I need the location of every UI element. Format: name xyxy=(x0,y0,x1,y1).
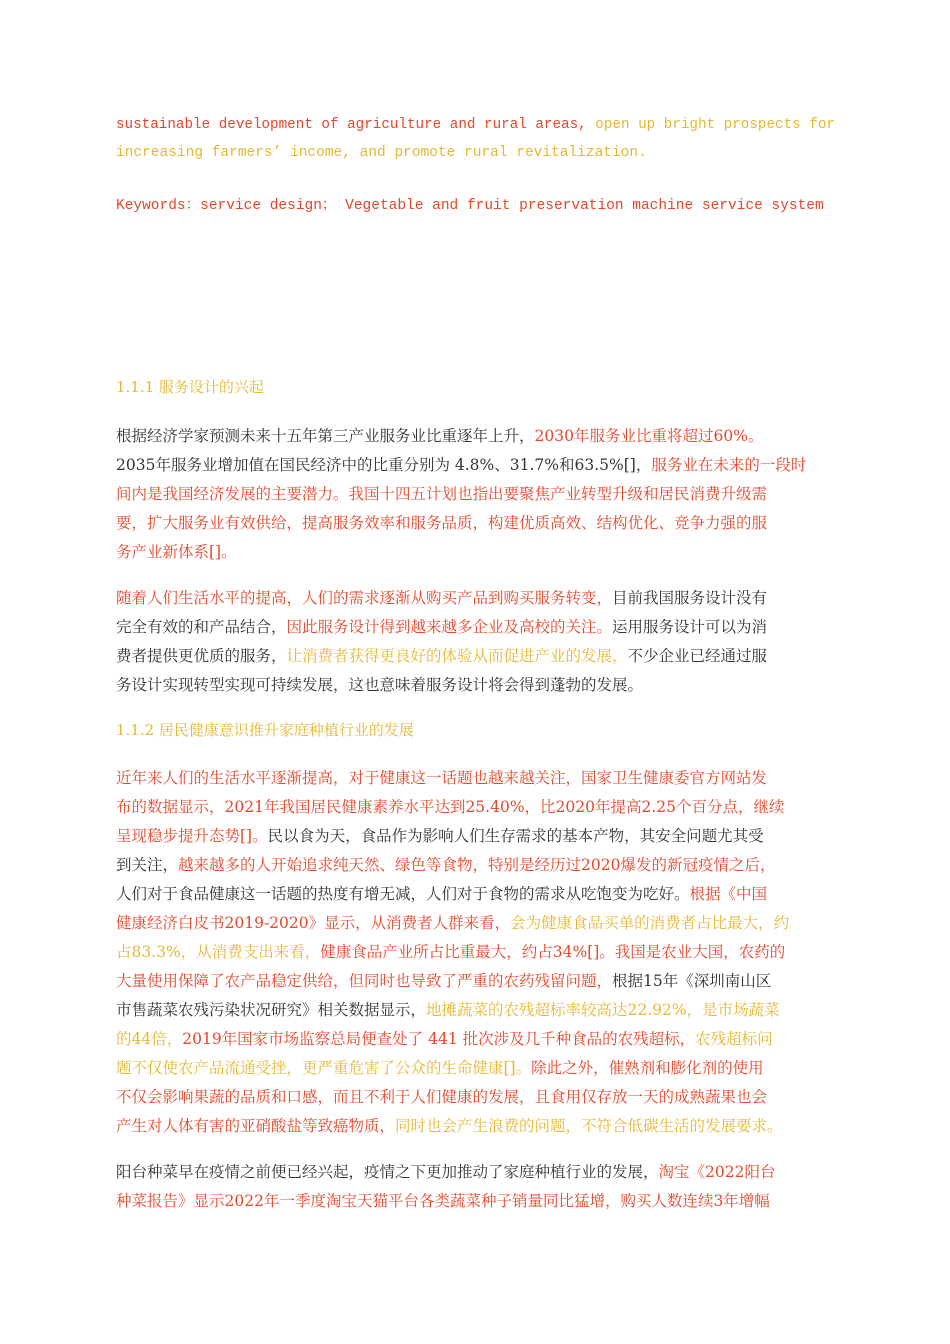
paragraph-line xyxy=(116,882,767,904)
text-run: 运用服务设计可以为消 xyxy=(612,618,768,636)
text-run: 地摊蔬菜的农残超标率较高达22.92%，是市场蔬菜 xyxy=(426,1001,780,1019)
text-run: 农残超标问 xyxy=(695,1030,773,1048)
text-run: 的44倍， xyxy=(116,1030,183,1048)
text-run: 同时也会产生浪费的问题，不符合低碳生活的发展要求。 xyxy=(395,1117,783,1135)
text-run: 服务业在未来的一段时 xyxy=(651,456,807,474)
text-run: 完全有效的和产品结合， xyxy=(116,618,287,636)
abstract-text: increasing farmers’ income, and promote rural revitalization. xyxy=(116,145,647,161)
text-run: 题不仅使农产品流通受挫，更严重危害了公众的生命健康[]。 xyxy=(116,1059,532,1077)
paragraph-line xyxy=(116,853,775,875)
text-run: 2019年国家市场监察总局便查处了 441 批次涉及几千种食品的农残超标， xyxy=(182,1030,696,1048)
text-run: 费者提供更优质的服务， xyxy=(116,647,287,665)
text-run: 让消费者获得更良好的体验从而促进产业的发展， xyxy=(286,647,628,665)
paragraph-line xyxy=(116,1056,764,1078)
text-run: 市售蔬菜农残污染状况研究》相关数据显示， xyxy=(116,1001,427,1019)
keywords-line xyxy=(116,193,824,214)
text-run: 阳台种菜早在疫情之前便已经兴起，疫情之下更加推动了家庭种植行业的发展， xyxy=(116,1163,659,1181)
abstract-line-1 xyxy=(116,117,835,133)
text-run: 根据经济学家预测未来十五年第三产业服务业比重逐年上升， xyxy=(116,427,535,445)
paragraph-line: 种菜报告》显示2022年一季度淘宝天猫平台各类蔬菜种子销量同比猛增，购买人数连续3年增幅 xyxy=(116,1192,770,1210)
text-run: 健康食品产业所占比重最大，约占34%[]。 xyxy=(320,943,615,961)
paragraph-line xyxy=(116,824,764,846)
paragraph-line xyxy=(116,940,785,962)
text-run: 2030年服务业比重将超过60%。 xyxy=(534,427,764,445)
text-run: 随着人们生活水平的提高，人们的需求逐渐从购买产品到购买服务转变， xyxy=(116,589,613,607)
paragraph-line xyxy=(116,969,771,991)
paragraph-line xyxy=(116,424,763,446)
abstract-text: open up bright prospects for xyxy=(586,117,835,133)
paragraph-line xyxy=(116,453,806,475)
text-run: 产生对人体有害的亚硝酸盐等致癌物质， xyxy=(116,1117,396,1135)
text-run: 呈现稳步提升态势[]。 xyxy=(116,827,268,845)
paragraph-line: 近年来人们的生活水平逐渐提高，对于健康这一话题也越来越关注，国家卫生健康委官方网站发 xyxy=(116,769,768,787)
text-run: 会为健康食品买单的消费者占比最大，约 xyxy=(510,914,790,932)
text-run: 民以食为天，食品作为影响人们生存需求的基本产物，其安全问题尤其受 xyxy=(267,827,764,845)
paragraph-line xyxy=(116,615,767,637)
text-run: 2035年服务业增加值在国民经济中的比重分别为 4.8%、31.7%和63.5%[]， xyxy=(116,456,652,474)
text-run: 淘宝《2022阳台 xyxy=(658,1163,776,1181)
text-run: 人们对于食品健康这一话题的热度有增无减，人们对于食物的需求从吃饱变为吃好。 xyxy=(116,885,690,903)
paragraph-line xyxy=(116,1160,775,1182)
abstract-line-2 xyxy=(116,145,647,161)
section-heading-1-1-2: 1.1.2 居民健康意识推升家庭种植行业的发展 xyxy=(116,721,414,739)
text-run: 我国是农业大国，农药的 xyxy=(614,943,786,961)
paragraph-line xyxy=(116,1027,773,1049)
text-run: 根据《中国 xyxy=(689,885,768,903)
keywords-text: Keywords：service design； Vegetable and fruit preservation machine service system xyxy=(116,198,824,214)
paragraph-line: 务设计实现转型实现可持续发展，这也意味着服务设计将会得到蓬勃的发展。 xyxy=(116,676,644,694)
text-run: 根据15年《深圳南山区 xyxy=(612,972,772,990)
section-heading-1-1-1: 1.1.1 服务设计的兴起 xyxy=(116,378,264,396)
paragraph-line: 要，扩大服务业有效供给，提高服务效率和服务品质，构建优质高效、结构优化、竞争力强的服 xyxy=(116,514,768,532)
text-run: 不少企业已经通过服 xyxy=(627,647,768,665)
text-run: 健康经济白皮书2019-2020》显示，从消费者人群来看， xyxy=(116,914,511,932)
text-run: 占83.3%，从消费支出来看， xyxy=(116,943,321,961)
paragraph-line: 不仅会影响果蔬的品质和口感，而且不利于人们健康的发展，且食用仅存放一天的成熟蔬果也会 xyxy=(116,1088,768,1106)
abstract-text: sustainable development of agriculture and rural areas, xyxy=(116,117,587,133)
text-run: 到关注， xyxy=(116,856,179,874)
paragraph-line: 间内是我国经济发展的主要潜力。我国十四五计划也指出要聚焦产业转型升级和居民消费升级需 xyxy=(116,485,768,503)
text-run: 除此之外，催熟剂和膨化剂的使用 xyxy=(531,1059,764,1077)
paragraph-line xyxy=(116,644,767,666)
text-run: 目前我国服务设计没有 xyxy=(612,589,768,607)
paragraph-line: 务产业新体系[]。 xyxy=(116,543,237,561)
paragraph-line xyxy=(116,998,780,1020)
paragraph-line: 布的数据显示，2021年我国居民健康素养水平达到25.40%，比2020年提高2.25个百分点，继续 xyxy=(116,798,785,816)
text-run: 大量使用保障了农产品稳定供给，但同时也导致了严重的农药残留问题， xyxy=(116,972,613,990)
paragraph-line xyxy=(116,1114,783,1136)
paragraph-line xyxy=(116,586,767,608)
text-run: 越来越多的人开始追求纯天然、绿色等食物，特别是经历过2020爆发的新冠疫情之后， xyxy=(178,856,776,874)
text-run: 因此服务设计得到越来越多企业及高校的关注。 xyxy=(286,618,613,636)
paragraph-line xyxy=(116,911,789,933)
